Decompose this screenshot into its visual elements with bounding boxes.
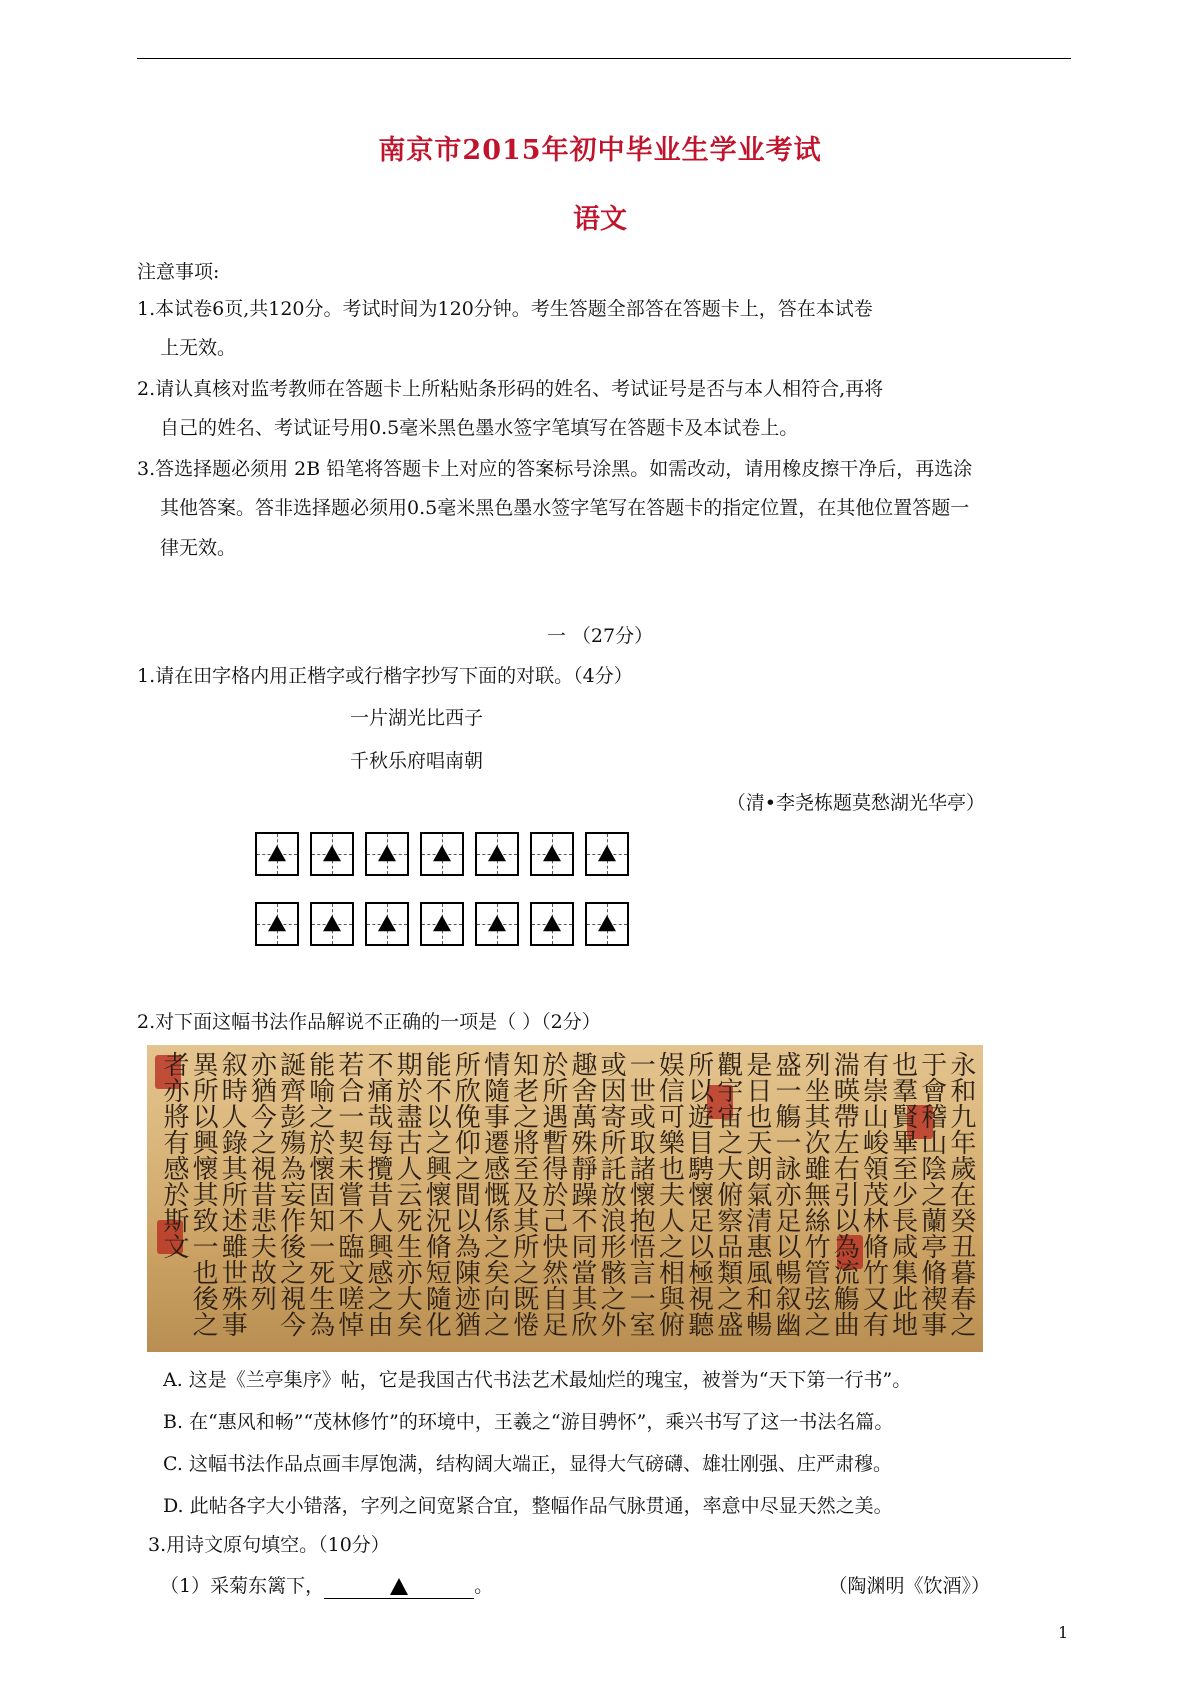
calligraphy-column: 所欣俛仰之間以為陳迹猶 [450,1051,481,1337]
couplet-line-1: 一片湖光比西子 [350,707,484,729]
calligraphy-column: 誕齊彭殤為妄作後之視今 [275,1051,306,1337]
writing-cell[interactable] [420,902,464,946]
q2-option-d[interactable]: D. 此帖各字大小错落，字列之间宽紧合宜，整幅作品气脉贯通，率意中尽显天然之美。 [163,1495,893,1517]
writing-cell[interactable] [585,902,629,946]
notice-item-2-line2: 自己的姓名、考试证号用0.5毫米黑色墨水签字笔填写在答题卡及本试卷上。 [160,417,799,439]
answer-marker-icon [323,845,341,861]
q3-item-1-prefix: （1）采菊东篱下， [160,1575,325,1597]
answer-blank[interactable] [324,1576,474,1599]
calligraphy-column: 異所以興懷其致一也後之 [188,1051,219,1337]
writing-cell[interactable] [365,832,409,876]
writing-cell[interactable] [475,832,519,876]
q3-stem: 3.用诗文原句填空。（10分） [148,1534,390,1556]
writing-cell[interactable] [365,902,409,946]
calligraphy-column: 所以遊目騁懷足以極視聽 [683,1051,714,1337]
q2-option-c[interactable]: C. 这幅书法作品点画丰厚饱满，结构阔大端正，显得大气磅礴、雄壮刚强、庄严肃穆。 [163,1453,892,1475]
calligraphy-artwork [147,1045,983,1352]
writing-grid-row-2[interactable] [255,902,629,946]
writing-cell[interactable] [475,902,519,946]
answer-marker-icon [598,845,616,861]
q3-item-1-source: （陶渊明《饮酒》） [828,1575,990,1597]
writing-grid-row-1[interactable] [255,832,629,876]
answer-marker-icon [378,915,396,931]
answer-marker-icon [488,845,506,861]
calligraphy-column: 於所遇暫得於己快然自足 [537,1051,568,1337]
couplet-source: （清•李尧栋题莫愁湖光华亭） [726,792,985,814]
q2-option-a[interactable]: A. 这是《兰亭集序》帖，它是我国古代书法艺术最灿烂的瑰宝，被誉为“天下第一行书”。 [163,1369,912,1391]
q1-stem: 1.请在田字格内用正楷字或行楷字抄写下面的对联。（4分） [137,665,633,687]
calligraphy-column: 永和九年歲在癸丑暮春之 [945,1051,976,1337]
answer-marker-icon [268,845,286,861]
calligraphy-column: 情隨事遷感慨係之矣向之 [479,1051,510,1337]
page-number: 1 [1058,1623,1069,1642]
calligraphy-column: 于會稽山陰之蘭亭脩禊事 [916,1051,947,1337]
calligraphy-column: 趣舍萬殊靜躁不同當其欣 [567,1051,597,1337]
calligraphy-column: 叙時人錄其所述雖世殊事 [217,1051,248,1337]
writing-cell[interactable] [530,832,574,876]
calligraphy-column: 不痛哉每攬昔人興感之由 [363,1051,393,1337]
writing-cell[interactable] [310,902,354,946]
answer-marker-icon [543,915,561,931]
writing-cell[interactable] [420,832,464,876]
q3-item-1-suffix: 。 [474,1575,494,1597]
notice-item-2-line1: 2.请认真核对监考教师在答题卡上所粘贴条形码的姓名、考试证号是否与本人相符合,再将 [137,378,884,400]
calligraphy-column: 一世或取諸懷抱悟言一室 [625,1051,656,1337]
writing-cell[interactable] [255,902,299,946]
q2-option-b[interactable]: B. 在“惠风和畅”“茂林修竹”的环境中，王羲之“游目骋怀”，乘兴书写了这一书法名篇。 [163,1411,894,1433]
calligraphy-column: 若合一契未嘗不臨文嗟悼 [333,1051,364,1337]
calligraphy-column: 列坐其次雖無絲竹管弦之 [800,1051,831,1337]
writing-cell[interactable] [585,832,629,876]
calligraphy-column: 知老之將至及其所之既惓 [508,1051,539,1337]
notice-item-3-line1: 3.答选择题必须用 2B 铅笔将答题卡上对应的答案标号涂黑。如需改动，请用橡皮擦干净后，再选涂 [137,458,973,480]
notice-item-3-line2: 其他答案。答非选择题必须用0.5毫米黑色墨水签字笔写在答题卡的指定位置，在其他位置答题一 [160,497,970,519]
answer-marker-icon [323,915,341,931]
calligraphy-column: 期於盡古人云死生亦大矣 [392,1051,423,1337]
answer-marker-icon [433,845,451,861]
calligraphy-column: 有崇山峻領茂林脩竹又有 [858,1051,889,1337]
calligraphy-column: 也羣賢畢至少長咸集此地 [887,1051,918,1337]
calligraphy-column: 娱信可樂也夫人之相與俯 [654,1051,685,1337]
writing-cell[interactable] [530,902,574,946]
writing-cell[interactable] [310,832,354,876]
notice-item-3-line3: 律无效。 [160,537,237,559]
answer-marker-icon [390,1578,408,1595]
couplet-line-2: 千秋乐府唱南朝 [350,750,484,772]
answer-marker-icon [268,915,286,931]
exam-subject: 语文 [573,204,627,235]
calligraphy-column: 是日也天朗氣清惠風和暢 [741,1051,772,1337]
answer-marker-icon [433,915,451,931]
notice-item-1-line2: 上无效。 [160,337,237,359]
q2-stem: 2.对下面这幅书法作品解说不正确的一项是（ ）（2分） [137,1011,601,1033]
notice-item-1-line1: 1.本试卷6页,共120分。考试时间为120分钟。考生答题全部答在答题卡上，答在本试卷 [137,298,873,320]
answer-marker-icon [598,915,616,931]
header-rule [137,58,1071,59]
answer-marker-icon [488,915,506,931]
calligraphy-column: 亦猶今之視昔悲夫故列 [246,1051,277,1311]
calligraphy-column: 能不以之興懷況脩短隨化 [421,1051,452,1337]
calligraphy-column: 湍暎帶左右引以為流觴曲 [829,1051,860,1337]
notice-heading: 注意事项: [137,261,220,283]
exam-title: 南京市2015年初中毕业生学业考试 [378,135,822,166]
calligraphy-column: 或因寄所託放浪形骸之外 [596,1051,627,1337]
calligraphy-column: 者亦將有感於斯文 [159,1051,189,1259]
answer-marker-icon [543,845,561,861]
q3-item-1 [160,1573,493,1599]
answer-marker-icon [378,845,396,861]
calligraphy-column: 能喻之於懷固知一死生為 [304,1051,335,1337]
calligraphy-column: 盛一觴一詠亦足以暢叙幽 [771,1051,801,1337]
writing-cell[interactable] [255,832,299,876]
calligraphy-column: 觀宇宙之大俯察品類之盛 [712,1051,743,1337]
section-heading: 一 （27分） [546,625,654,647]
